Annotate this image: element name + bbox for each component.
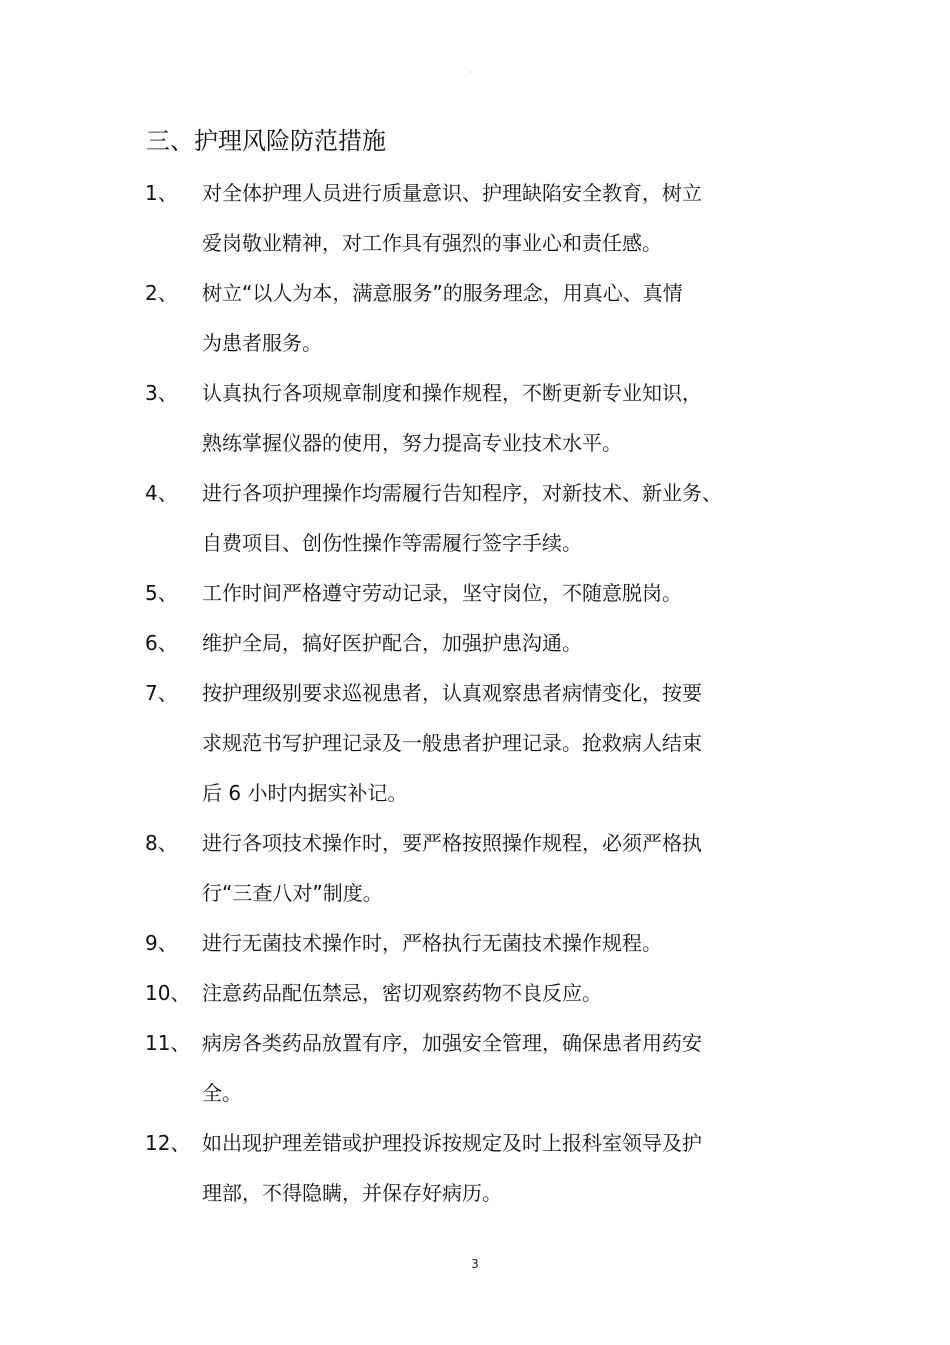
- list-item-line: [0, 368, 950, 418]
- item-number: 12、: [145, 1131, 191, 1155]
- item-text: 为患者服务。: [202, 331, 322, 355]
- item-number: 4、: [145, 481, 178, 505]
- item-text: 认真执行各项规章制度和操作规程，不断更新专业知识，: [202, 381, 702, 405]
- item-text: 全。: [202, 1081, 242, 1105]
- item-text: 如出现护理差错或护理投诉按规定及时上报科室领导及护: [202, 1131, 702, 1155]
- list-item-line: [0, 918, 950, 968]
- list-item-line: [0, 668, 950, 718]
- item-number: 9、: [145, 931, 178, 955]
- measures-list: [0, 168, 950, 1218]
- item-text: 进行各项技术操作时，要严格按照操作规程，必须严格执: [202, 831, 702, 855]
- item-text: 后 6 小时内据实补记。: [202, 781, 408, 805]
- list-item-line: [0, 418, 950, 468]
- item-number: 7、: [145, 681, 178, 705]
- list-item-line: [0, 1168, 950, 1218]
- list-item-line: [0, 568, 950, 618]
- list-item-line: [0, 1118, 950, 1168]
- item-text: 进行各项护理操作均需履行告知程序，对新技术、新业务、: [202, 481, 722, 505]
- list-item-line: [0, 318, 950, 368]
- list-item-line: [0, 218, 950, 268]
- item-text: 工作时间严格遵守劳动记录，坚守岗位，不随意脱岗。: [202, 581, 682, 605]
- item-text: 病房各类药品放置有序，加强安全管理，确保患者用药安: [202, 1031, 702, 1055]
- section-title: 三、护理风险防范措施: [146, 127, 386, 155]
- list-item-line: [0, 168, 950, 218]
- item-text: 维护全局，搞好医护配合，加强护患沟通。: [202, 631, 582, 655]
- item-text: 树立“以人为本，满意服务”的服务理念，用真心、真情: [202, 281, 683, 305]
- list-item-line: [0, 718, 950, 768]
- item-number: 8、: [145, 831, 178, 855]
- item-number: 5、: [145, 581, 178, 605]
- item-text: 行“三查八对”制度。: [202, 881, 383, 905]
- item-text: 理部，不得隐瞒，并保存好病历。: [202, 1181, 502, 1205]
- list-item-line: [0, 1018, 950, 1068]
- list-item-line: [0, 868, 950, 918]
- header-mark: ·: [469, 68, 472, 77]
- list-item-line: [0, 1068, 950, 1118]
- list-item-line: [0, 768, 950, 818]
- item-number: 11、: [145, 1031, 191, 1055]
- list-item-line: [0, 618, 950, 668]
- list-item-line: [0, 468, 950, 518]
- item-text: 爱岗敬业精神，对工作具有强烈的事业心和责任感。: [202, 231, 662, 255]
- item-text: 求规范书写护理记录及一般患者护理记录。抢救病人结束: [202, 731, 702, 755]
- item-text: 注意药品配伍禁忌，密切观察药物不良反应。: [202, 981, 602, 1005]
- item-number: 3、: [145, 381, 178, 405]
- item-text: 按护理级别要求巡视患者，认真观察患者病情变化，按要: [202, 681, 702, 705]
- list-item-line: [0, 818, 950, 868]
- list-item-line: [0, 968, 950, 1018]
- item-text: 对全体护理人员进行质量意识、护理缺陷安全教育，树立: [202, 181, 702, 205]
- item-text: 进行无菌技术操作时，严格执行无菌技术操作规程。: [202, 931, 662, 955]
- item-number: 1、: [145, 181, 178, 205]
- item-text: 熟练掌握仪器的使用，努力提高专业技术水平。: [202, 431, 622, 455]
- list-item-line: [0, 518, 950, 568]
- item-number: 6、: [145, 631, 178, 655]
- list-item-line: [0, 268, 950, 318]
- page-number: 3: [471, 1257, 479, 1271]
- item-number: 2、: [145, 281, 178, 305]
- item-text: 自费项目、创伤性操作等需履行签字手续。: [202, 531, 582, 555]
- item-number: 10、: [145, 981, 191, 1005]
